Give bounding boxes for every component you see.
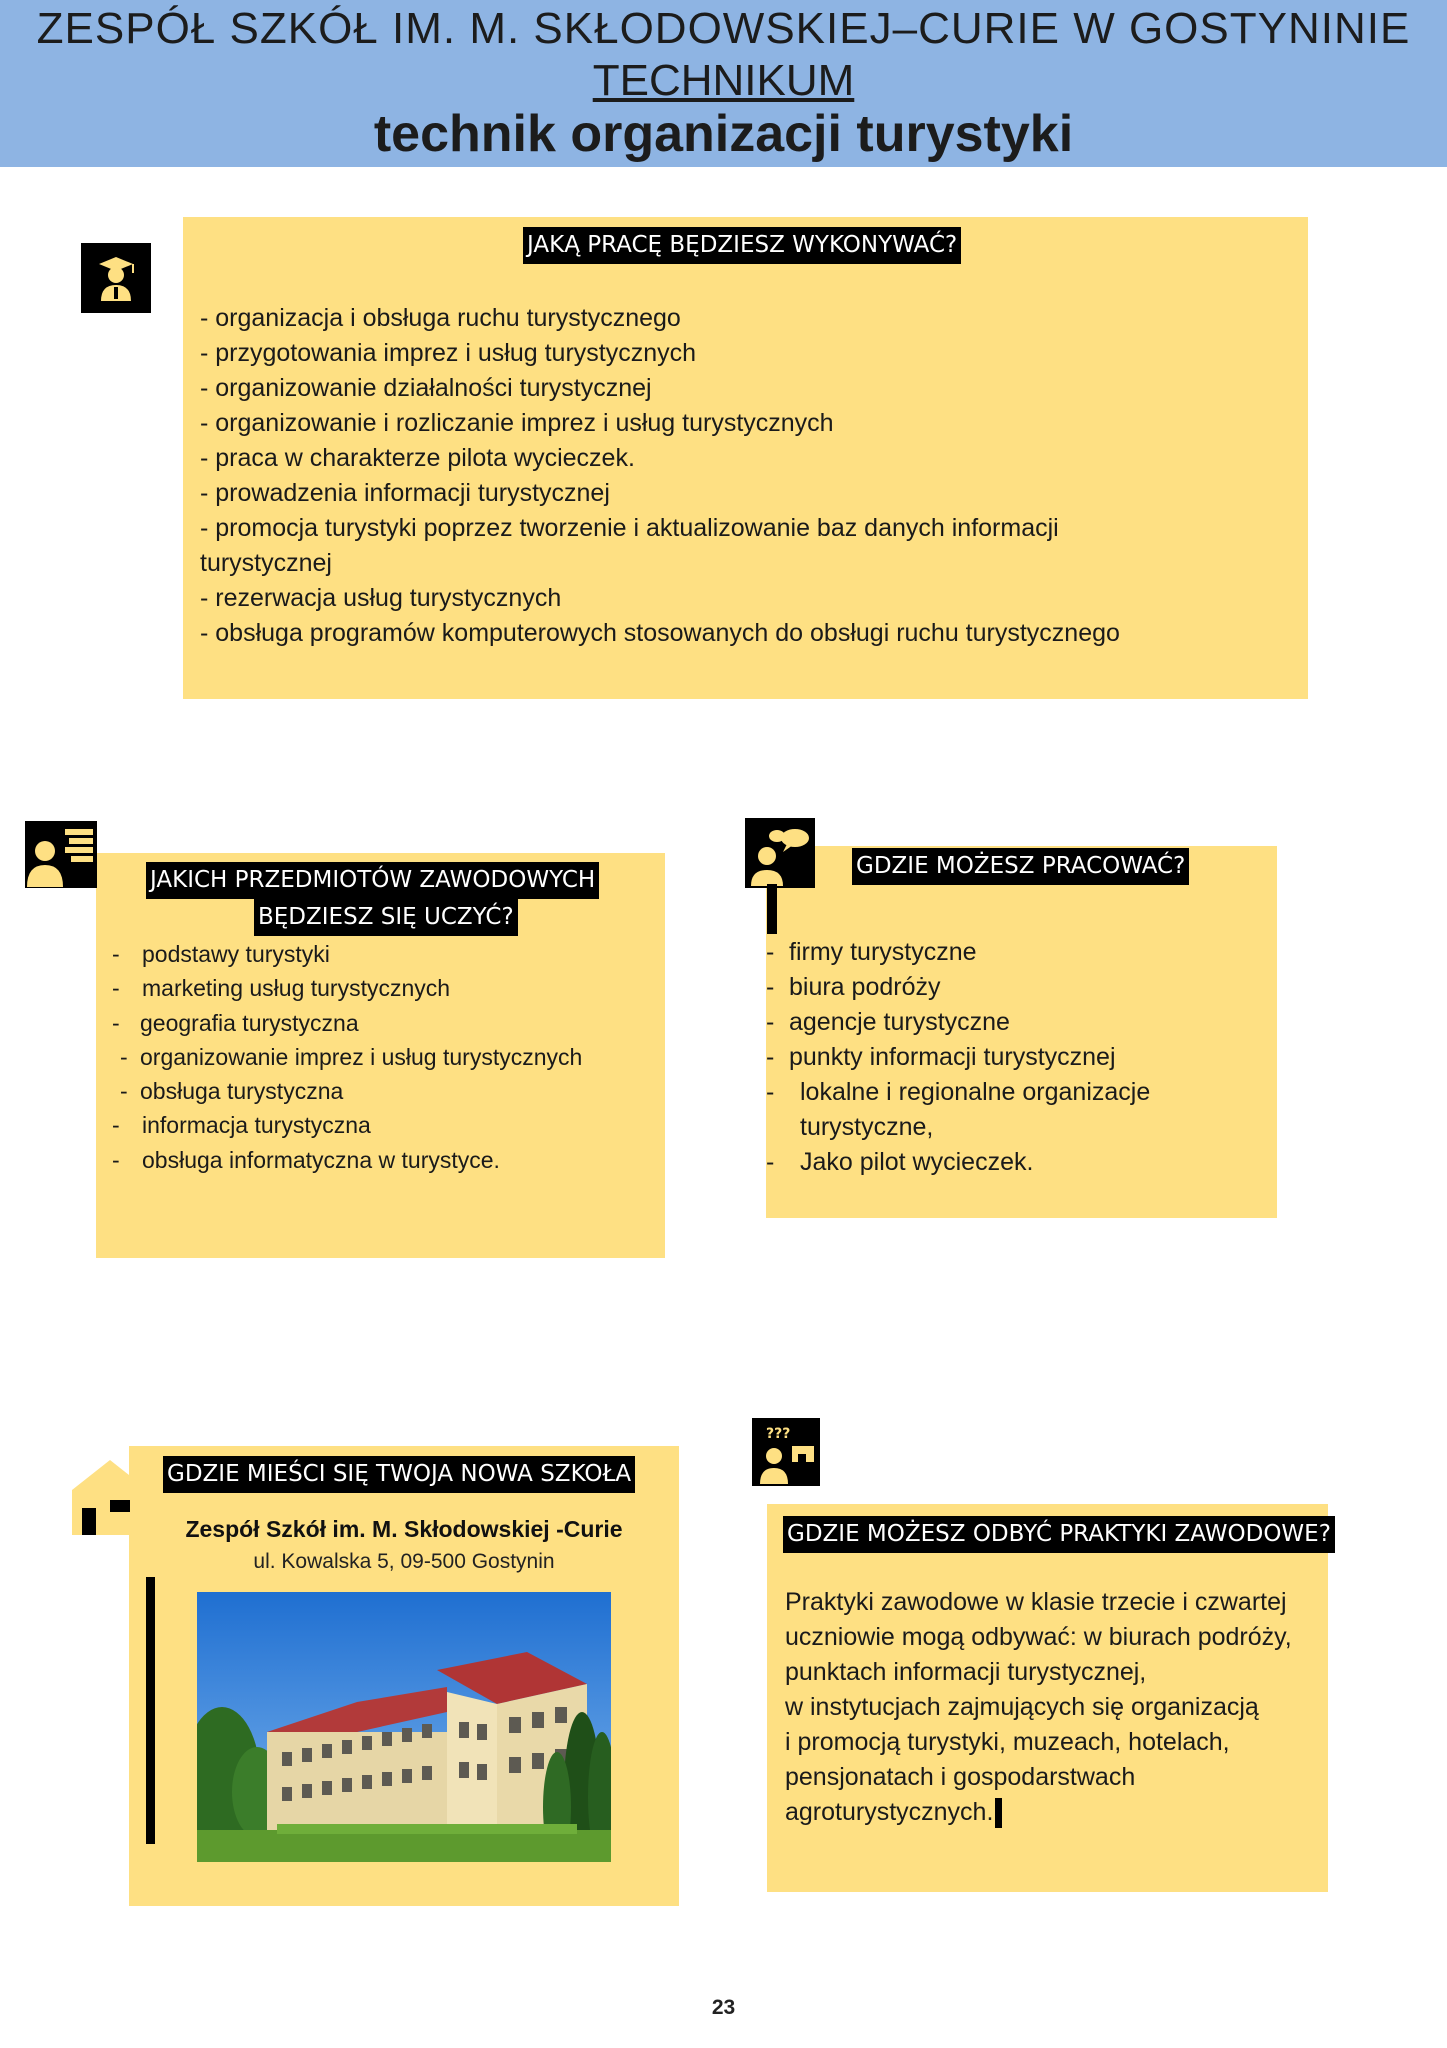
text-line: pensjonatach i gospodarstwach — [785, 1763, 1136, 1791]
list-item: - agencje turystyczne — [766, 1008, 1010, 1036]
text-line: uczniowie mogą odbywać: w biurach podróży, — [785, 1623, 1292, 1651]
text-cursor — [995, 1798, 1002, 1828]
school-address: ul. Kowalska 5, 09-500 Gostynin — [253, 1550, 555, 1573]
list-item: - obsługa turystyczna — [120, 1078, 344, 1105]
list-item: - geografia turystyczna — [112, 1009, 359, 1036]
list-item: - obsługa informatyczna w turystyce. — [112, 1146, 500, 1173]
subjects-heading-line1: JAKICH PRZEDMIOTÓW ZAWODOWYCH — [146, 862, 599, 899]
list-item: - praca w charakterze pilota wycieczek. — [200, 444, 635, 472]
list-item: - promocja turystyki poprzez tworzenie i aktualizowanie baz danych informacji — [200, 514, 1059, 542]
work-heading: JAKĄ PRACĘ BĘDZIESZ WYKONYWAĆ? — [523, 227, 961, 264]
jobs-list — [766, 935, 1150, 1180]
profession-title: technik organizacji turystyki — [373, 105, 1074, 163]
list-item: - organizowanie działalności turystycznej — [200, 374, 652, 402]
person-question-icon — [752, 1418, 820, 1486]
jobs-heading: GDZIE MOŻESZ PRACOWAĆ? — [852, 848, 1189, 885]
svg-text:???: ??? — [766, 1426, 791, 1442]
school-title: ZESPÓŁ SZKÓŁ IM. M. SKŁODOWSKIEJ–CURIE W GOSTYNINIE — [36, 4, 1411, 53]
list-item: - lokalne i regionalne organizacje — [766, 1078, 1151, 1106]
list-item: - organizowanie imprez i usług turystycznych — [120, 1043, 583, 1070]
person-speech-icon — [745, 818, 815, 888]
list-item: - podstawy turystyki — [112, 941, 330, 967]
school-type: TECHNIKUM — [592, 56, 855, 105]
school-photo — [197, 1592, 611, 1862]
school-name: Zespół Szkół im. M. Skłodowskiej -Curie — [185, 1516, 623, 1542]
work-list — [200, 301, 1120, 651]
text-line: Praktyki zawodowe w klasie trzecie i czwartej — [785, 1588, 1287, 1616]
page-header — [0, 0, 1447, 167]
list-item: turystyczne, — [800, 1113, 934, 1141]
practice-heading: GDZIE MOŻESZ ODBYĆ PRAKTYKI ZAWODOWE? — [783, 1516, 1335, 1553]
list-item: - biura podróży — [766, 973, 941, 1001]
page-number: 23 — [711, 1996, 736, 2019]
list-item: - firmy turystyczne — [766, 938, 977, 966]
text-line: w instytucjach zajmujących się organizacją — [785, 1693, 1259, 1721]
list-item: - organizowanie i rozliczanie imprez i usług turystycznych — [200, 409, 834, 437]
list-item: - rezerwacja usług turystycznych — [200, 584, 562, 612]
list-item: - przygotowania imprez i usług turystycznych — [200, 339, 697, 367]
subjects-list — [112, 937, 582, 1177]
list-item: - obsługa programów komputerowych stosowanych do obsługi ruchu turystycznego — [200, 619, 1120, 647]
graduate-icon — [81, 243, 151, 313]
jobs-accent-bar — [767, 884, 777, 934]
text-line: i promocją turystyki, muzeach, hotelach, — [785, 1728, 1230, 1756]
practice-text — [785, 1585, 1292, 1830]
list-item: - prowadzenia informacji turystycznej — [200, 479, 610, 507]
list-item: - informacja turystyczna — [112, 1112, 371, 1139]
list-item: - organizacja i obsługa ruchu turystycznego — [200, 304, 681, 332]
list-item: turystycznej — [200, 549, 332, 577]
list-item: - Jako pilot wycieczek. — [766, 1148, 1034, 1176]
subjects-heading-line2: BĘDZIESZ SIĘ UCZYĆ? — [254, 899, 518, 936]
list-item: - punkty informacji turystycznej — [766, 1043, 1116, 1071]
student-books-icon — [25, 821, 97, 888]
text-line: agroturystycznych. — [785, 1795, 1292, 1830]
school-accent-bar — [146, 1577, 155, 1844]
text-line: punktach informacji turystycznej, — [785, 1658, 1147, 1686]
list-item: - marketing usług turystycznych — [112, 975, 451, 1002]
school-heading: GDZIE MIEŚCI SIĘ TWOJA NOWA SZKOŁA — [163, 1456, 635, 1493]
